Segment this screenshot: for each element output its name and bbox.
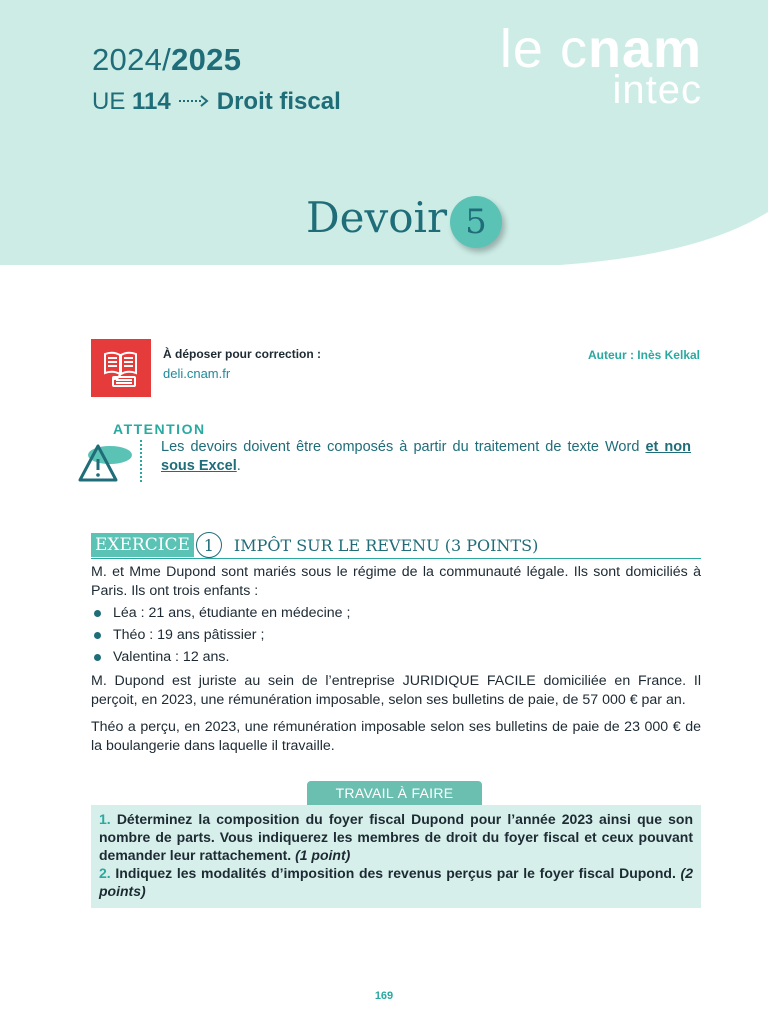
deposit-link[interactable]: deli.cnam.fr <box>163 366 231 381</box>
page-number: 169 <box>374 990 394 1002</box>
bullet-icon <box>94 654 101 661</box>
bullet-icon <box>94 632 101 639</box>
exercise-title: IMPÔT SUR LE REVENU (3 POINTS) <box>233 535 539 555</box>
exercise-number: 1 <box>196 532 222 558</box>
academic-year: 2024/2025 <box>92 42 242 77</box>
children-list <box>91 602 701 668</box>
ue-title: Droit fiscal <box>216 88 341 115</box>
dotted-arrow-icon <box>177 88 211 116</box>
exercise-heading <box>91 532 701 559</box>
question-2: 2. Indiquez les modalités d’imposition des revenus perçus par le foyer fiscal Dupond. (2 points) <box>99 865 693 899</box>
ue-number: 114 <box>132 88 171 115</box>
book-keyboard-icon <box>91 339 151 397</box>
exercise-tag: EXERCICE <box>91 533 194 557</box>
list-item: Théo : 19 ans pâtissier ; <box>91 624 701 646</box>
cnam-intec-logo: le cnam intec <box>499 19 702 113</box>
task-box <box>91 805 701 908</box>
course-unit <box>92 88 341 116</box>
list-item: Valentina : 12 ans. <box>91 646 701 668</box>
attention-separator <box>140 440 142 482</box>
ue-prefix: UE <box>92 88 126 115</box>
exercise-intro: M. et Mme Dupond sont mariés sous le régime de la communauté légale. Ils sont domiciliés à Paris. Ils ont trois enfants : <box>91 564 701 599</box>
warning-icon <box>78 440 138 486</box>
list-item: Léa : 21 ans, étudiante en médecine ; <box>91 602 701 624</box>
attention-title: ATTENTION <box>113 421 206 437</box>
deposit-label: À déposer pour correction : <box>163 347 322 361</box>
paragraph-theo-income: Théo a perçu, en 2023, une rémunération imposable selon ses bulletins de paie de 23 000 € de la boulangerie dans laquelle il travaille. <box>91 719 701 754</box>
devoir-title: Devoir <box>306 193 448 242</box>
author: Auteur : Inès Kelkal <box>587 348 700 362</box>
devoir-number-badge: 5 <box>450 196 502 248</box>
task-tab: TRAVAIL À FAIRE <box>307 781 482 805</box>
attention-message: Les devoirs doivent être composés à partir du traitement de texte Word et non sous Excel. <box>161 439 692 474</box>
question-1: 1. Déterminez la composition du foyer fiscal Dupond pour l’année 2023 ainsi que son nombre de parts. Vous indiquerez les membres de droit du foyer fiscal et ceux pouvant demander leur rattachement. (1 point) <box>99 811 693 863</box>
bullet-icon <box>94 610 101 617</box>
paragraph-employment: M. Dupond est juriste au sein de l’entreprise JURIDIQUE FACILE domiciliée en France. Il perçoit, en 2023, une rémunération imposable, selon ses bulletins de paie, de 57 000 € par an. <box>91 673 701 708</box>
